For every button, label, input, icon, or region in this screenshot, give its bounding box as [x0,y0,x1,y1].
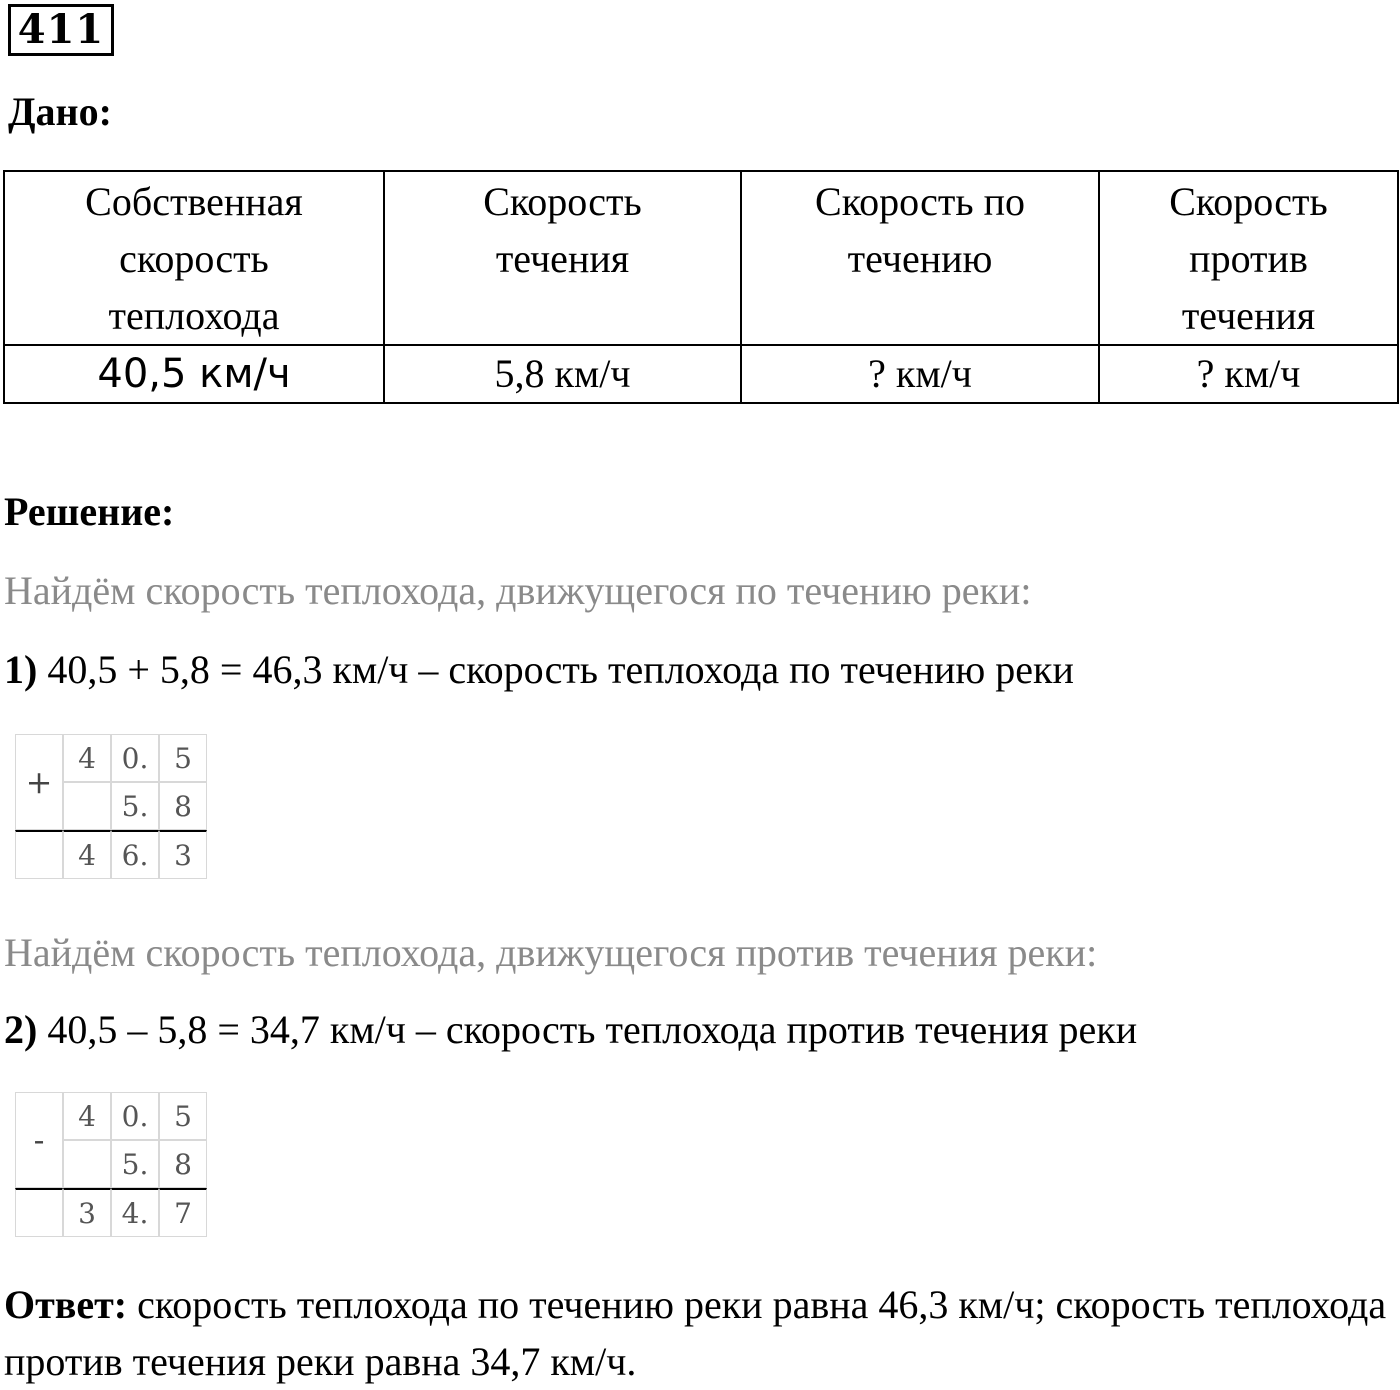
plus-operator: + [15,734,63,830]
subtraction-column-calc [15,1092,207,1237]
header-line: против [1189,236,1308,281]
calc-cell: 0. [111,734,159,782]
calc-cell: 4. [111,1188,159,1237]
header-line: скорость [119,236,269,281]
header-line: Собственная [85,179,303,224]
addition-column-calc [15,734,207,879]
calc-cell: 6. [111,830,159,879]
value-current-speed: 5,8 км/ч [384,345,741,403]
calc-cell: 3 [63,1188,111,1237]
answer-label: Ответ: [4,1282,128,1327]
header-line: теплохода [108,293,280,338]
calc-cell [63,782,111,830]
step1-text: 40,5 + 5,8 = 46,3 км/ч – скорость теплохода по течению реки [47,647,1074,692]
answer-text: скорость теплохода по течению реки равна 46,3 км/ч; скорость теплохода против течения реки равна 34,7 км/ч. [4,1282,1387,1384]
value-own-speed: 40,5 км/ч [4,345,384,403]
given-heading: Дано: [8,89,112,134]
calc-cell: 0. [111,1092,159,1140]
calc-row [15,734,207,782]
calc-cell: 4 [63,734,111,782]
calc-cell: 5. [111,1140,159,1188]
calc-cell: 8 [159,782,207,830]
calc-cell: 4 [63,830,111,879]
calc-cell [15,1188,63,1237]
calc-cell: 8 [159,1140,207,1188]
calc-cell: 5. [111,782,159,830]
header-upstream-speed [1099,171,1398,345]
header-downstream-speed [741,171,1099,345]
given-table-header-row [4,171,1398,345]
given-table-values-row [4,345,1398,403]
calc-cell: 4 [63,1092,111,1140]
calc-result-row [15,1188,207,1237]
step2-number: 2) [4,1007,38,1052]
value-upstream-speed: ? км/ч [1099,345,1398,403]
calc-cell [63,1140,111,1188]
task-number: 411 [8,4,114,56]
step1-intro: Найдём скорость теплохода, движущегося по течению реки: [4,568,1032,613]
calc-cell: 5 [159,734,207,782]
header-line: Скорость [1169,179,1328,224]
answer-paragraph [4,1276,1398,1390]
calc-cell: 3 [159,830,207,879]
step2-text: 40,5 – 5,8 = 34,7 км/ч – скорость теплохода против течения реки [47,1007,1138,1052]
calc-cell: 7 [159,1188,207,1237]
calc-cell: 5 [159,1092,207,1140]
given-table [3,170,1399,404]
header-own-speed [4,171,384,345]
step1-line [4,646,1074,693]
step1-number: 1) [4,647,38,692]
header-line: Скорость по [815,179,1025,224]
header-line: течения [1181,293,1316,338]
header-line: течению [847,236,993,281]
header-current-speed [384,171,741,345]
header-line: течения [495,236,630,281]
calc-cell [15,830,63,879]
step2-line [4,1006,1137,1053]
header-line: Скорость [483,179,642,224]
step2-intro: Найдём скорость теплохода, движущегося против течения реки: [4,930,1098,975]
calc-result-row [15,830,207,879]
calc-row [15,1092,207,1140]
solution-heading: Решение: [4,489,175,534]
minus-operator: - [15,1092,63,1188]
value-downstream-speed: ? км/ч [741,345,1099,403]
